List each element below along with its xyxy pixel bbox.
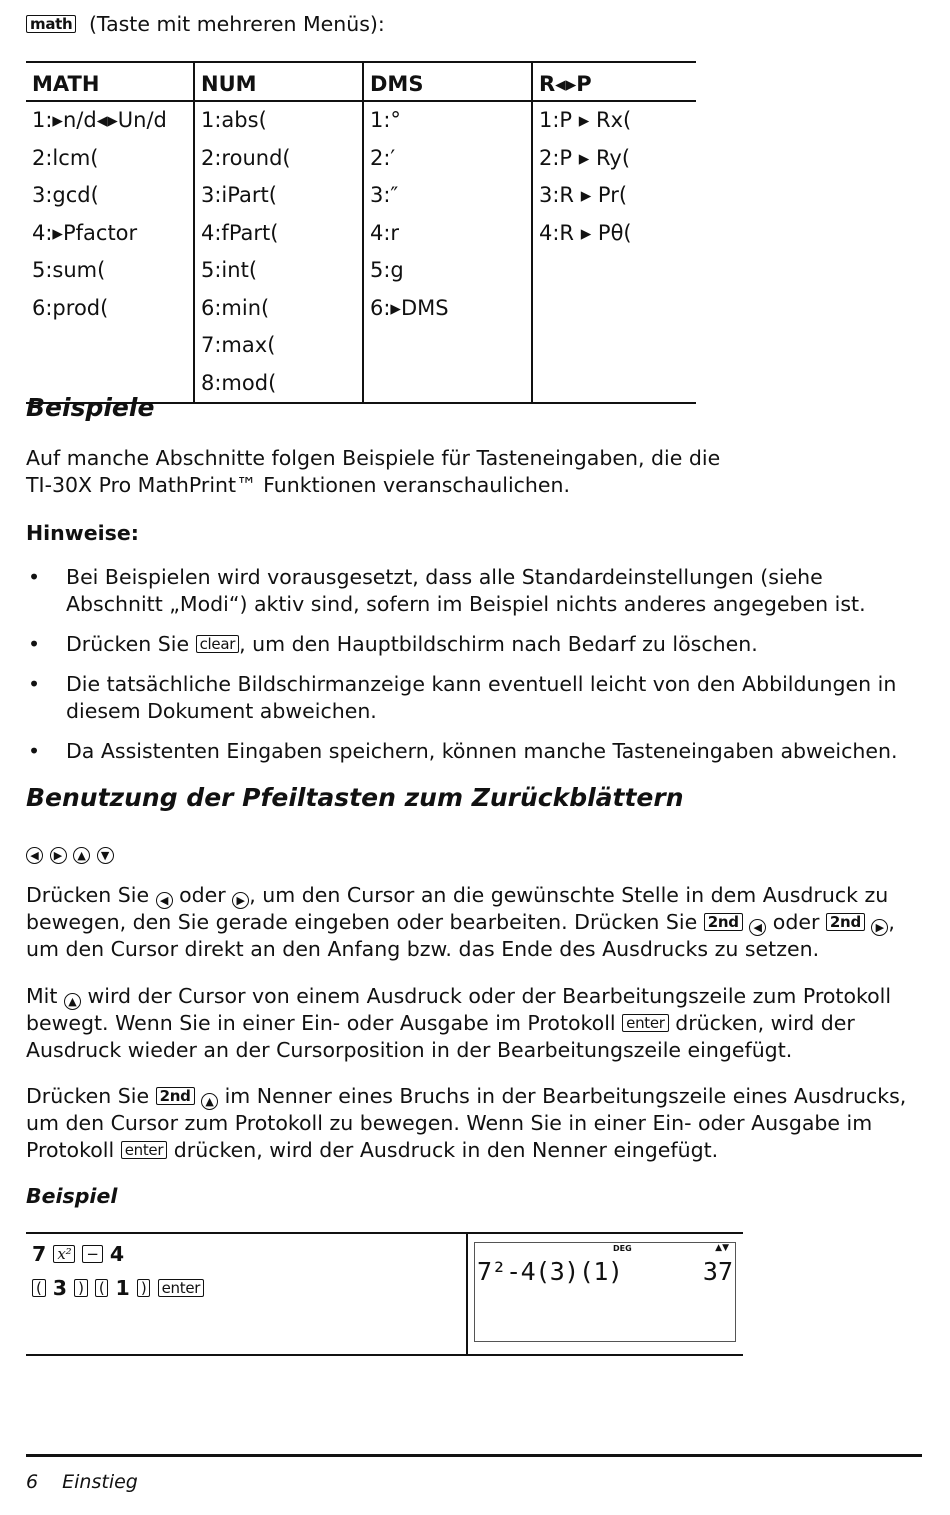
down-arrow-icon: ▼: [97, 847, 114, 864]
text: , um den Cursor an die gewünschte Stelle in dem Ausdruck zu: [249, 883, 889, 907]
left-arrow-icon: ◀: [156, 892, 173, 909]
right-arrow-icon: ▶: [232, 892, 249, 909]
list-item: [26, 631, 906, 658]
table-row: [26, 252, 696, 290]
digit: 4: [109, 1242, 125, 1266]
table-cell: 2:′: [363, 140, 532, 178]
table-cell: [532, 252, 696, 290]
table-row: [26, 101, 696, 140]
table-cell: 4:R ▸ Pθ(: [532, 215, 696, 253]
bullet-dot: •: [28, 632, 41, 656]
table-cell: 3:gcd(: [32, 183, 99, 207]
x-squared-key: x²: [53, 1245, 75, 1263]
text: oder: [179, 883, 226, 907]
table-cell: 4:fPart(: [194, 215, 363, 253]
enter-key: enter: [121, 1141, 168, 1159]
table-cell: 5:int(: [194, 252, 363, 290]
table-cell: 4:▸Pfactor: [32, 220, 138, 245]
footer: [26, 1471, 138, 1493]
section-heading-beispiele: Beispiele: [26, 393, 155, 422]
bullet-text: Bei Beispielen wird vorausgesetzt, dass alle Standardeinstellungen (siehe: [66, 565, 823, 589]
table-cell: 1:°: [363, 101, 532, 140]
2nd-key: 2nd: [826, 913, 865, 931]
table-cell: 4:r: [363, 215, 532, 253]
table-cell: 2:lcm(: [32, 145, 99, 170]
text: wird der Cursor von einem Ausdruck oder der Bearbeitungszeile zum Protokoll: [87, 984, 892, 1008]
text: bewegt. Wenn Sie in einer Ein- oder Ausgabe im Protokoll: [26, 1011, 616, 1035]
section-name: Einstieg: [62, 1471, 138, 1493]
table-cell: 3:R ▸ Pr(: [532, 177, 696, 215]
intro-paragraph: [26, 445, 926, 499]
menu-header: MATH: [26, 62, 194, 101]
text: bewegen, den Sie gerade eingeben oder bearbeiten. Drücken Sie: [26, 910, 698, 934]
table-cell: [363, 365, 532, 404]
table-cell: 3:″: [363, 177, 532, 215]
bullet-text: , um den Hauptbildschirm nach Bedarf zu löschen.: [239, 632, 758, 656]
text: Ausdruck wieder an der Cursorposition in der Bearbeitungszeile eingefügt.: [26, 1038, 793, 1062]
text: um den Cursor direkt an den Anfang bzw. das Ende des Ausdrucks zu setzen.: [26, 937, 820, 961]
table-cell: 5:sum(: [32, 258, 106, 282]
menu-header: DMS: [363, 62, 532, 101]
beispiel-label: Beispiel: [26, 1184, 118, 1208]
2nd-key: 2nd: [156, 1087, 195, 1105]
digit: 7: [32, 1242, 47, 1266]
table-cell: [532, 327, 696, 365]
2nd-key: 2nd: [704, 913, 743, 931]
bullet-dot: •: [28, 672, 41, 696]
list-item: [26, 671, 906, 725]
paragraph-2: [26, 983, 926, 1064]
table-cell: 2:P ▸ Ry(: [532, 140, 696, 178]
up-arrow-icon: ▲: [64, 993, 81, 1010]
bullet-text: Da Assistenten Eingaben speichern, können manche Tasteneingaben abweichen.: [66, 739, 898, 763]
table-cell: 1:P ▸ Rx(: [532, 101, 696, 140]
table-cell: 2:round(: [194, 140, 363, 178]
section-heading-pfeiltasten: Benutzung der Pfeiltasten zum Zurückblättern: [26, 783, 684, 812]
list-item: [26, 738, 906, 765]
list-item: [26, 564, 906, 618]
menu-header: NUM: [194, 62, 363, 101]
open-paren-key: (: [95, 1279, 109, 1297]
text: Drücken Sie: [26, 1084, 150, 1108]
enter-key: enter: [158, 1279, 205, 1297]
keystroke-line-2: [32, 1276, 204, 1300]
arrow-keys-row: [26, 838, 114, 864]
bullet-text: Die tatsächliche Bildschirmanzeige kann eventuell leicht von den Abbildungen in: [66, 672, 897, 696]
table-cell: 1:abs(: [194, 101, 363, 140]
table-cell: 5:g: [363, 252, 532, 290]
close-paren-key: ): [74, 1279, 88, 1297]
example-box: [26, 1232, 743, 1356]
table-cell: 8:mod(: [194, 365, 363, 404]
text: Protokoll: [26, 1138, 115, 1162]
text: im Nenner eines Bruchs in der Bearbeitungszeile eines Ausdrucks,: [224, 1084, 907, 1108]
right-arrow-icon: ▶: [871, 919, 888, 936]
open-paren-key: (: [32, 1279, 46, 1297]
mode-indicator: DEG: [613, 1244, 632, 1253]
menu-table: [26, 61, 696, 404]
table-row: [26, 290, 696, 328]
right-arrow-icon: ▶: [50, 847, 67, 864]
text: oder: [772, 910, 820, 934]
math-key: math: [26, 15, 76, 33]
table-row: [26, 177, 696, 215]
bullet-dot: •: [28, 565, 41, 589]
text: um den Cursor zum Protokoll zu bewegen. Wenn Sie in einer Ein- oder Ausgabe im: [26, 1111, 873, 1135]
top-line: [26, 12, 385, 36]
text: Mit: [26, 984, 58, 1008]
example-divider: [466, 1234, 468, 1354]
table-cell: 7:max(: [194, 327, 363, 365]
table-cell: [532, 365, 696, 404]
intro-line: TI-30X Pro MathPrint™ Funktionen veranschaulichen.: [26, 473, 571, 497]
table-cell: [26, 327, 194, 365]
text: Drücken Sie: [26, 883, 150, 907]
table-row: [26, 215, 696, 253]
table-cell: [363, 327, 532, 365]
page-number: 6: [26, 1471, 39, 1493]
menu-header: R◂▸P: [532, 62, 696, 101]
table-cell: [532, 290, 696, 328]
calculator-screen: [474, 1242, 736, 1342]
close-paren-key: ): [137, 1279, 151, 1297]
bullet-dot: •: [28, 739, 41, 763]
screen-result: 37: [702, 1257, 733, 1286]
digit: 1: [115, 1276, 130, 1300]
text: drücken, wird der Ausdruck in den Nenner eingefügt.: [173, 1138, 719, 1162]
left-arrow-icon: ◀: [26, 847, 43, 864]
menu-header-row: [26, 62, 696, 101]
top-text: (Taste mit mehreren Menüs):: [88, 12, 385, 36]
screen-expression: 7²-4(3)(1): [477, 1257, 623, 1286]
clear-key: clear: [196, 635, 240, 653]
digit: 3: [52, 1276, 67, 1300]
table-cell: 6:prod(: [32, 295, 109, 320]
paragraph-1: Drücken Sie ◀ oder ▶ , um den Cursor an die gewünschte Stelle in dem Ausdruck zu bewegen, den Sie gerade eingeben oder bearbeiten. Drücken Sie 2nd ◀ oder 2nd ▶ , um den Cursor direkt an den Anfang bzw. das Ende des Ausdrucks zu setzen.: [26, 882, 926, 963]
bullet-text: diesem Dokument abweichen.: [66, 699, 377, 723]
minus-key: −: [82, 1245, 102, 1263]
up-arrow-icon: ▲: [201, 1093, 218, 1110]
scroll-arrows-icon: ▲▼: [715, 1243, 729, 1253]
paragraph-3: [26, 1083, 926, 1164]
table-cell: 3:iPart(: [194, 177, 363, 215]
text: drücken, wird der: [675, 1011, 855, 1035]
intro-line: Auf manche Abschnitte folgen Beispiele für Tasteneingaben, die die: [26, 446, 721, 470]
keystroke-line-1: [32, 1242, 124, 1266]
footer-rule: [26, 1454, 922, 1457]
table-cell: 6:min(: [194, 290, 363, 328]
table-cell: 6:▸DMS: [363, 290, 532, 328]
enter-key: enter: [622, 1014, 669, 1032]
hinweise-label: Hinweise:: [26, 521, 139, 545]
up-arrow-icon: ▲: [73, 847, 90, 864]
bullet-text: Abschnitt „Modi“) aktiv sind, sofern im Beispiel nichts anderes angegeben ist.: [66, 592, 866, 616]
table-row: [26, 327, 696, 365]
table-cell: 1:▸n/d◂▸Un/d: [32, 108, 167, 132]
left-arrow-icon: ◀: [749, 919, 766, 936]
table-row: [26, 140, 696, 178]
bullet-text: Drücken Sie: [66, 632, 190, 656]
